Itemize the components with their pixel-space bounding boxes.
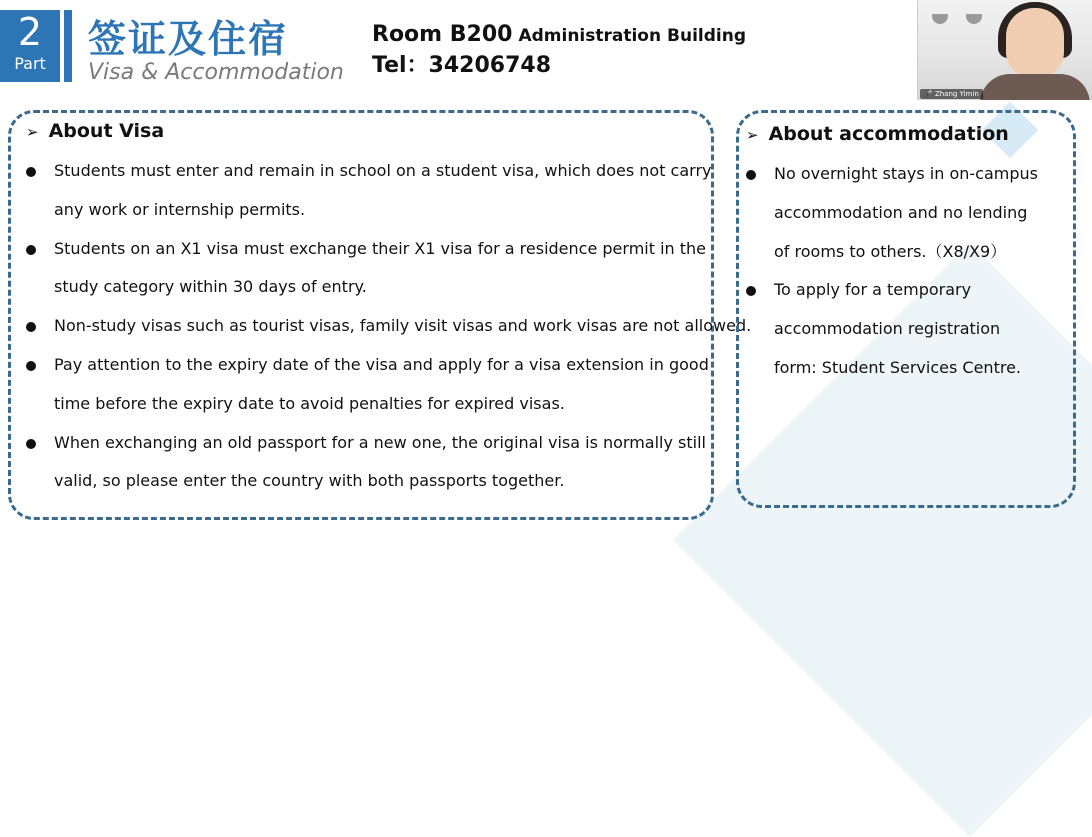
room-info — [372, 22, 746, 47]
presenter-face — [1006, 8, 1064, 78]
accommodation-title-text: About accommodation — [768, 123, 1009, 145]
visa-list — [26, 152, 752, 501]
presenter-body — [980, 74, 1090, 100]
accommodation-section-title — [746, 123, 1009, 145]
list-item-text: Students must enter and remain in school on a student visa, which does not carry any work or internship permits. — [54, 161, 712, 219]
telephone: Tel：34206748 — [372, 53, 552, 78]
list-item — [26, 424, 716, 502]
bullet-dot-icon — [26, 245, 36, 255]
list-item — [746, 155, 1046, 271]
bullet-dot-icon — [26, 322, 36, 332]
arrow-bullet-icon: ➢ — [26, 123, 39, 141]
microphone-icon: 🎤 — [924, 90, 933, 98]
list-item — [746, 271, 1046, 387]
list-item — [26, 152, 716, 230]
list-item — [26, 307, 752, 346]
bullet-dot-icon — [26, 361, 36, 371]
part-label: Part — [14, 54, 46, 73]
list-item-text: Non-study visas such as tourist visas, family visit visas and work visas are not allowed. — [54, 316, 752, 336]
webcam-name-label — [920, 89, 983, 99]
part-badge — [0, 10, 60, 82]
page-title-chinese: 签证及住宿 — [88, 17, 289, 61]
room-number: Room B200 — [372, 22, 513, 47]
webcam-video-tile[interactable] — [917, 0, 1092, 100]
bullet-dot-icon — [26, 167, 36, 177]
bullet-dot-icon — [26, 439, 36, 449]
visa-section-title — [26, 120, 164, 142]
list-item — [26, 230, 716, 308]
list-item-text: Pay attention to the expiry date of the visa and apply for a visa extension in good time before the expiry date to avoid penalties for expired visas. — [54, 354, 709, 413]
list-item-text: To apply for a temporary accommodation registration form: Student Services Centre. — [774, 280, 1021, 377]
bullet-dot-icon — [746, 170, 756, 180]
presenter-name: Zhang Yimin — [934, 90, 979, 98]
list-item — [26, 346, 716, 424]
list-item-text: When exchanging an old passport for a new one, the original visa is normally still valid, so please enter the country with both passports together. — [54, 432, 706, 491]
part-divider-bar — [64, 10, 72, 82]
visa-title-text: About Visa — [48, 120, 165, 142]
accommodation-list — [746, 155, 1046, 388]
list-item-text: Students on an X1 visa must exchange their X1 visa for a residence permit in the study category within 30 days of entry. — [54, 238, 707, 297]
ceiling-lamp — [966, 14, 982, 24]
bullet-dot-icon — [746, 286, 756, 296]
list-item-text: No overnight stays in on-campus accommodation and no lending of rooms to others.（X8/X9） — [774, 164, 1038, 261]
part-number: 2 — [17, 10, 43, 54]
ceiling-lamp — [932, 14, 948, 24]
building-name: Administration Building — [518, 26, 746, 46]
arrow-bullet-icon: ➢ — [746, 126, 759, 144]
page-title-english: Visa & Accommodation — [88, 60, 344, 85]
